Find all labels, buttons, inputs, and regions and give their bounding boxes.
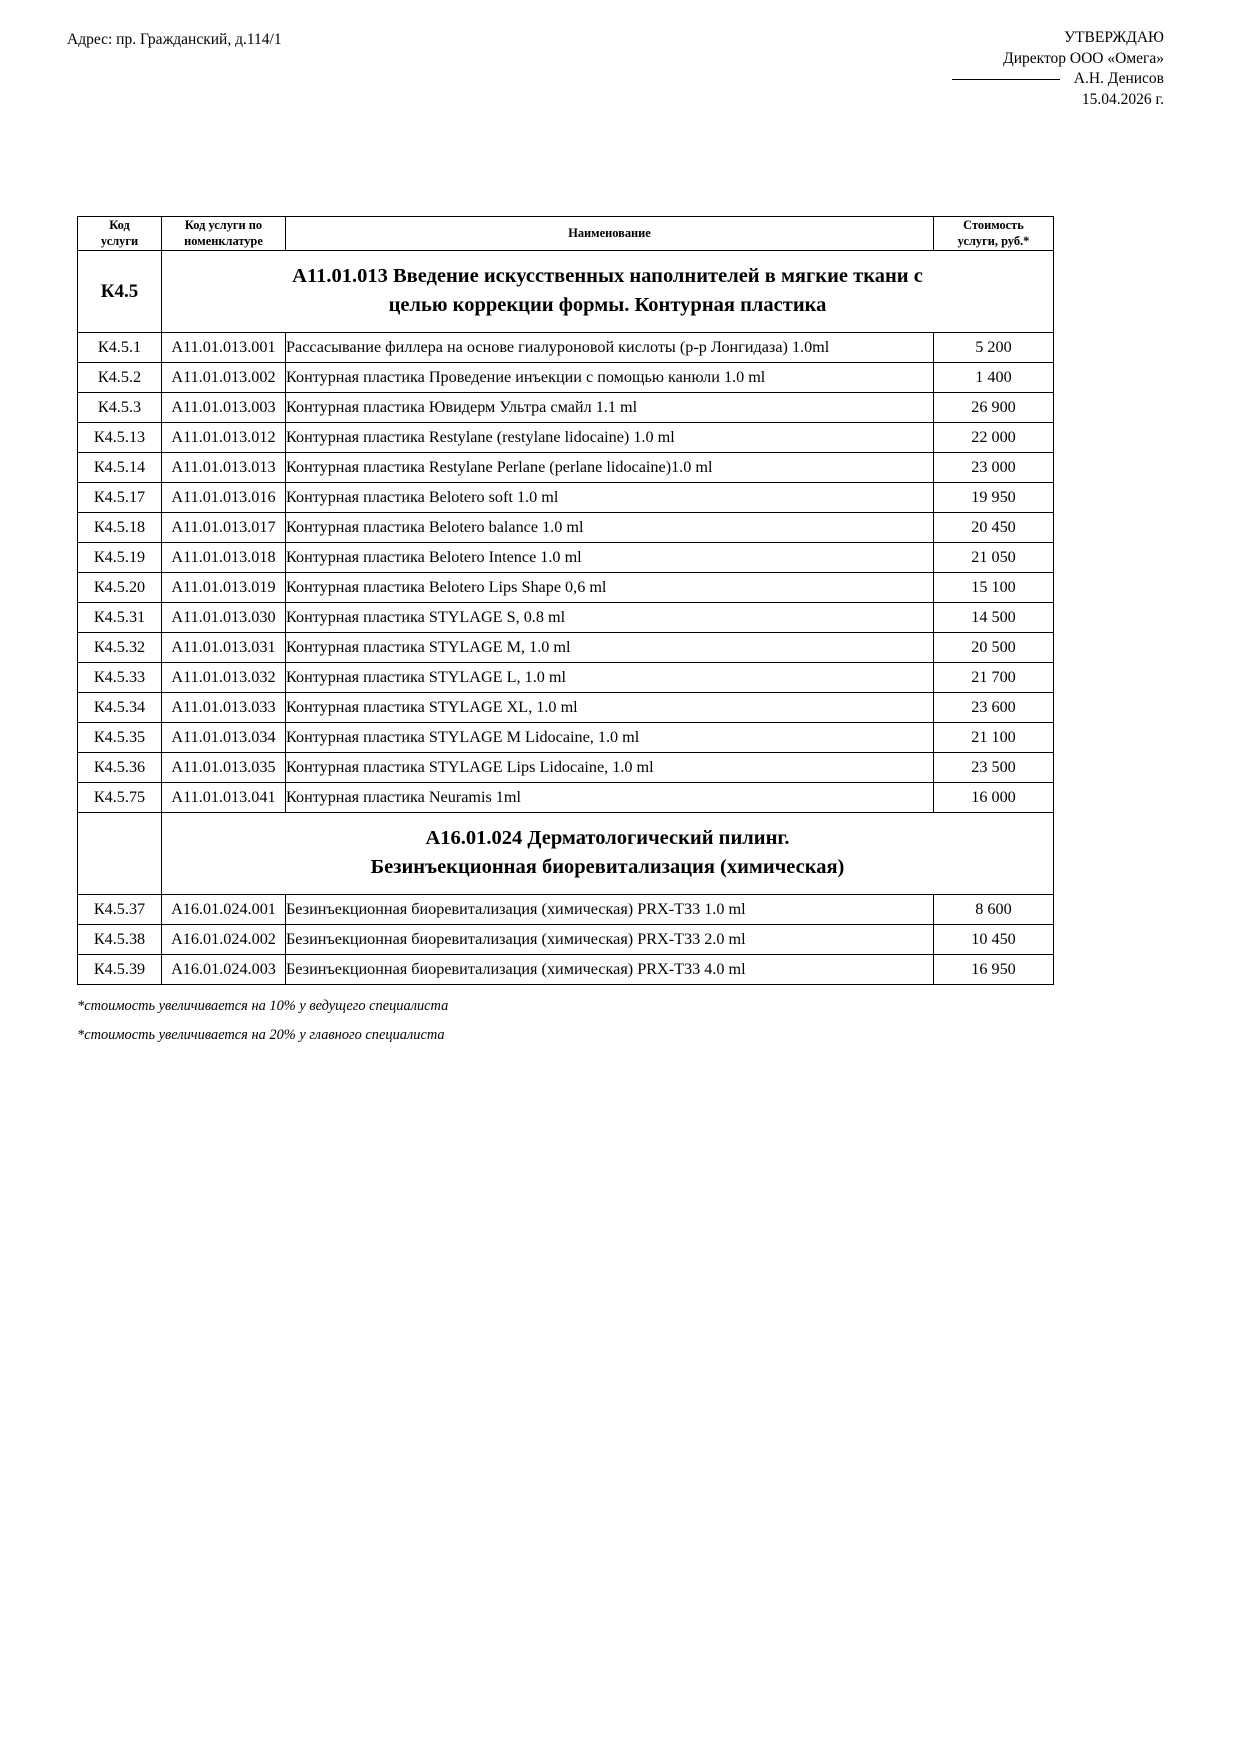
cell-price: 26 900 xyxy=(934,393,1054,423)
cell-nomenclature-code: А11.01.013.035 xyxy=(162,753,286,783)
table-body xyxy=(78,251,1054,985)
table-head xyxy=(78,217,1054,251)
cell-service-code: К4.5.20 xyxy=(78,573,162,603)
cell-nomenclature-code: А11.01.013.016 xyxy=(162,483,286,513)
cell-price: 15 100 xyxy=(934,573,1054,603)
section-group-code xyxy=(78,813,162,895)
cell-service-name: Контурная пластика Проведение инъекции с помощью канюли 1.0 ml xyxy=(286,363,934,393)
section-title: А16.01.024 Дерматологический пилинг. Безинъекционная биоревитализация (химическая) xyxy=(162,813,1054,895)
cell-nomenclature-code: А11.01.013.019 xyxy=(162,573,286,603)
cell-price: 20 500 xyxy=(934,633,1054,663)
cell-nomenclature-code: А11.01.013.002 xyxy=(162,363,286,393)
table-row xyxy=(78,393,1054,423)
cell-service-code: К4.5.37 xyxy=(78,895,162,925)
clinic-address: Адрес: пр. Гражданский, д.114/1 xyxy=(67,31,282,48)
footnote-item: *стоимость увеличивается на 20% у главного специалиста xyxy=(77,1026,445,1043)
cell-service-code: К4.5.35 xyxy=(78,723,162,753)
cell-price: 5 200 xyxy=(934,333,1054,363)
cell-nomenclature-code: А11.01.013.041 xyxy=(162,783,286,813)
footnote-item: *стоимость увеличивается на 10% у ведущего специалиста xyxy=(77,998,449,1015)
cell-price: 23 500 xyxy=(934,753,1054,783)
table-row xyxy=(78,753,1054,783)
section-title: А11.01.013 Введение искусственных наполнителей в мягкие ткани с целью коррекции формы. Контурная пластика xyxy=(162,251,1054,333)
table-row xyxy=(78,723,1054,753)
director-title: Директор ООО «Омега» xyxy=(1003,49,1164,67)
cell-price: 21 050 xyxy=(934,543,1054,573)
cell-service-code: К4.5.2 xyxy=(78,363,162,393)
table-row xyxy=(78,513,1054,543)
cell-price: 21 700 xyxy=(934,663,1054,693)
cell-service-name: Контурная пластика STYLAGE S, 0.8 ml xyxy=(286,603,934,633)
cell-service-name: Контурная пластика STYLAGE Lips Lidocaine, 1.0 ml xyxy=(286,753,934,783)
cell-price: 20 450 xyxy=(934,513,1054,543)
cell-nomenclature-code: А11.01.013.003 xyxy=(162,393,286,423)
cell-service-name: Безинъекционная биоревитализация (химическая) PRX-T33 4.0 ml xyxy=(286,955,934,985)
cell-price: 14 500 xyxy=(934,603,1054,633)
cell-nomenclature-code: А16.01.024.002 xyxy=(162,925,286,955)
signature-row xyxy=(952,69,1164,90)
cell-nomenclature-code: А11.01.013.031 xyxy=(162,633,286,663)
cell-service-code: К4.5.3 xyxy=(78,393,162,423)
cell-nomenclature-code: А11.01.013.033 xyxy=(162,693,286,723)
cell-service-code: К4.5.14 xyxy=(78,453,162,483)
table-row xyxy=(78,955,1054,985)
cell-price: 19 950 xyxy=(934,483,1054,513)
table-row xyxy=(78,693,1054,723)
cell-nomenclature-code: А11.01.013.012 xyxy=(162,423,286,453)
cell-price: 21 100 xyxy=(934,723,1054,753)
cell-service-name: Контурная пластика Restylane Perlane (perlane lidocaine)1.0 ml xyxy=(286,453,934,483)
cell-service-name: Безинъекционная биоревитализация (химическая) PRX-T33 2.0 ml xyxy=(286,925,934,955)
cell-service-code: К4.5.39 xyxy=(78,955,162,985)
section-group-code: К4.5 xyxy=(78,251,162,333)
cell-nomenclature-code: А11.01.013.018 xyxy=(162,543,286,573)
cell-nomenclature-code: А16.01.024.003 xyxy=(162,955,286,985)
cell-service-code: К4.5.38 xyxy=(78,925,162,955)
table-row xyxy=(78,603,1054,633)
cell-nomenclature-code: А11.01.013.013 xyxy=(162,453,286,483)
cell-service-name: Контурная пластика Belotero balance 1.0 ml xyxy=(286,513,934,543)
cell-service-code: К4.5.31 xyxy=(78,603,162,633)
table-row xyxy=(78,925,1054,955)
cell-price: 23 000 xyxy=(934,453,1054,483)
document-header xyxy=(67,28,1164,148)
cell-service-code: К4.5.36 xyxy=(78,753,162,783)
cell-price: 22 000 xyxy=(934,423,1054,453)
cell-service-name: Рассасывание филлера на основе гиалуроновой кислоты (р-р Лонгидаза) 1.0ml xyxy=(286,333,934,363)
cell-service-name: Контурная пластика STYLAGE M, 1.0 ml xyxy=(286,633,934,663)
approval-block xyxy=(952,28,1164,110)
footnotes xyxy=(77,992,1161,1048)
cell-service-code: К4.5.17 xyxy=(78,483,162,513)
section-title-row xyxy=(78,813,1054,895)
cell-service-name: Контурная пластика Belotero soft 1.0 ml xyxy=(286,483,934,513)
cell-service-name: Контурная пластика Neuramis 1ml xyxy=(286,783,934,813)
cell-service-code: К4.5.1 xyxy=(78,333,162,363)
cell-nomenclature-code: А11.01.013.017 xyxy=(162,513,286,543)
cell-nomenclature-code: А11.01.013.032 xyxy=(162,663,286,693)
cell-price: 16 950 xyxy=(934,955,1054,985)
table-row xyxy=(78,363,1054,393)
cell-service-code: К4.5.75 xyxy=(78,783,162,813)
cell-service-name: Контурная пластика Belotero Lips Shape 0,6 ml xyxy=(286,573,934,603)
director-name: А.Н. Денисов xyxy=(1073,70,1164,88)
table-row xyxy=(78,543,1054,573)
col-header-name: Наименование xyxy=(286,217,934,251)
table-row xyxy=(78,895,1054,925)
section-title-row xyxy=(78,251,1054,333)
cell-nomenclature-code: А16.01.024.001 xyxy=(162,895,286,925)
cell-service-code: К4.5.33 xyxy=(78,663,162,693)
cell-service-code: К4.5.13 xyxy=(78,423,162,453)
cell-nomenclature-code: А11.01.013.001 xyxy=(162,333,286,363)
cell-service-name: Контурная пластика Restylane (restylane lidocaine) 1.0 ml xyxy=(286,423,934,453)
cell-service-name: Контурная пластика STYLAGE L, 1.0 ml xyxy=(286,663,934,693)
table-row xyxy=(78,573,1054,603)
cell-nomenclature-code: А11.01.013.034 xyxy=(162,723,286,753)
table-row xyxy=(78,453,1054,483)
approval-date: 15.04.2026 г. xyxy=(1081,90,1164,108)
table-row xyxy=(78,633,1054,663)
table-header-row xyxy=(78,217,1054,251)
cell-service-name: Контурная пластика Belotero Intence 1.0 ml xyxy=(286,543,934,573)
table-row xyxy=(78,423,1054,453)
approval-label: УТВЕРЖДАЮ xyxy=(1064,29,1164,46)
cell-service-code: К4.5.34 xyxy=(78,693,162,723)
cell-price: 1 400 xyxy=(934,363,1054,393)
table-row xyxy=(78,483,1054,513)
table-row xyxy=(78,783,1054,813)
col-header-service-code: Код услуги xyxy=(78,217,162,251)
cell-price: 23 600 xyxy=(934,693,1054,723)
cell-service-name: Контурная пластика STYLAGE XL, 1.0 ml xyxy=(286,693,934,723)
cell-service-name: Контурная пластика STYLAGE M Lidocaine, 1.0 ml xyxy=(286,723,934,753)
signature-line xyxy=(952,79,1060,80)
price-table xyxy=(77,216,1054,985)
cell-price: 16 000 xyxy=(934,783,1054,813)
table-row xyxy=(78,333,1054,363)
cell-nomenclature-code: А11.01.013.030 xyxy=(162,603,286,633)
col-header-nomenclature-code: Код услуги по номенклатуре xyxy=(162,217,286,251)
col-header-price: Стоимость услуги, руб.* xyxy=(934,217,1054,251)
cell-service-code: К4.5.19 xyxy=(78,543,162,573)
cell-price: 8 600 xyxy=(934,895,1054,925)
cell-service-code: К4.5.18 xyxy=(78,513,162,543)
cell-service-name: Безинъекционная биоревитализация (химическая) PRX-T33 1.0 ml xyxy=(286,895,934,925)
table-row xyxy=(78,663,1054,693)
cell-service-name: Контурная пластика Ювидерм Ультра смайл 1.1 ml xyxy=(286,393,934,423)
cell-service-code: К4.5.32 xyxy=(78,633,162,663)
cell-price: 10 450 xyxy=(934,925,1054,955)
